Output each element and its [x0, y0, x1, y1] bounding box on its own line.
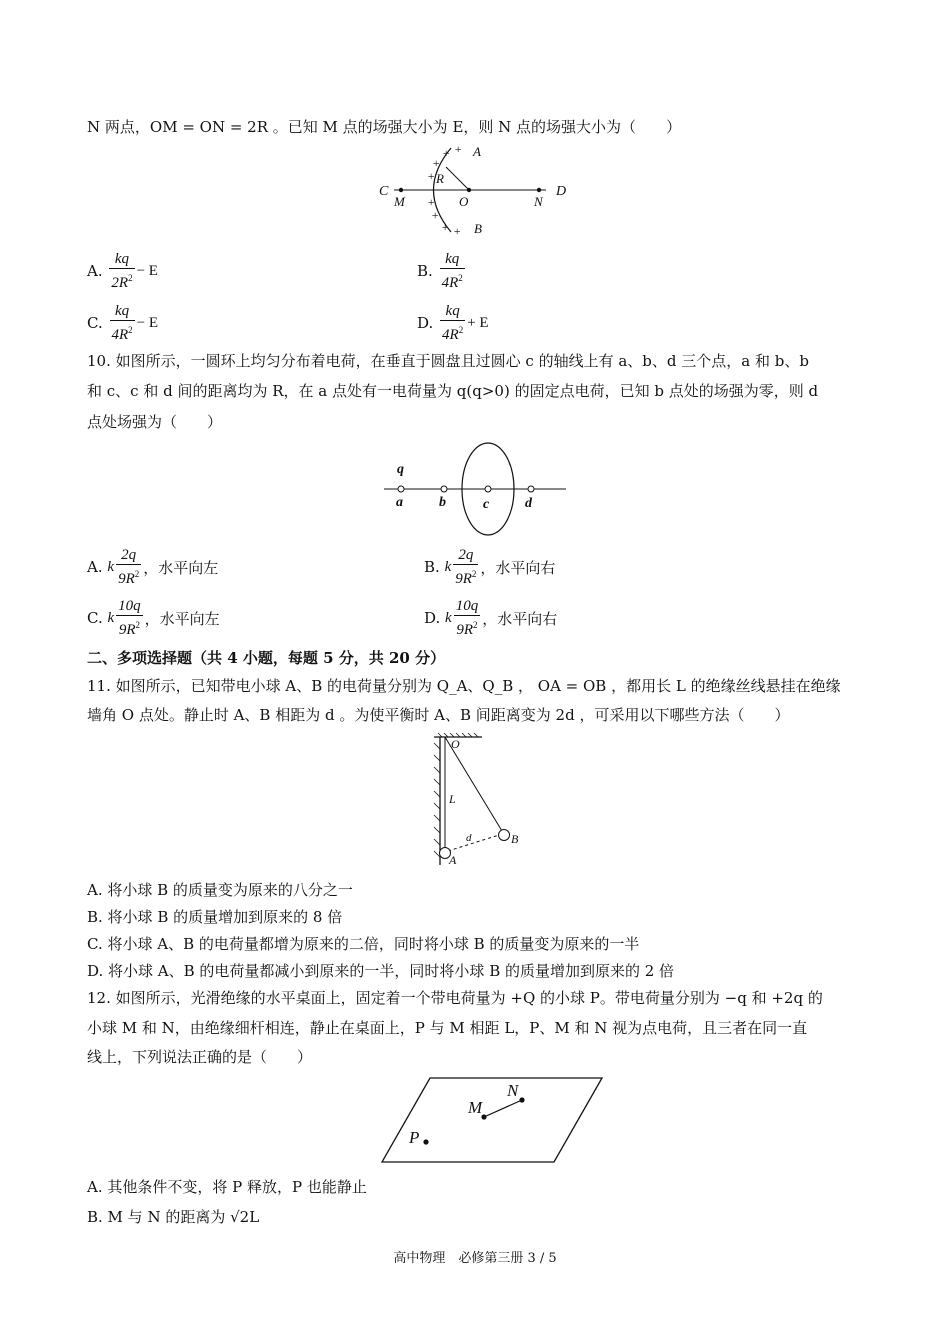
q11-figure [430, 733, 540, 873]
label-a: a [396, 495, 403, 510]
q11-option-c[interactable]: C. 将小球 A、B 的电荷量都增为原来的二倍，同时将小球 B 的质量变为原来的一半 [87, 935, 640, 953]
page-footer: 高中物理 必修第三册 3 / 5 [393, 1251, 557, 1266]
q10-line-1: 10. 如图所示，一圆环上均匀分布着电荷，在垂直于圆盘且过圆心 c 的轴线上有 a、b、d 三个点，a 和 b、b [87, 352, 809, 370]
plus-7: + [441, 220, 450, 234]
label-n: N [507, 1081, 519, 1100]
q9-option-a[interactable]: A. $\frac{kq}{2R^2}$ − E [87, 251, 158, 291]
label-c: C [379, 184, 389, 199]
ball-b [499, 830, 510, 841]
q9-option-d[interactable]: D. $\frac{kq}{4R^2}$ + E [417, 303, 489, 343]
label-c: c [483, 497, 490, 512]
q10-option-c[interactable]: C. k $\frac{10q}{9R^2}$ ，水平向左 [87, 598, 220, 638]
label-m: M [394, 194, 405, 209]
q12-line-3: 线上，下列说法正确的是（ ） [87, 1048, 313, 1066]
label-d: d [525, 496, 532, 511]
label-b: B [511, 832, 519, 846]
plus-5: + [427, 195, 436, 209]
q10-line-3: 点处场强为（ ） [87, 413, 223, 431]
label-d: d [466, 832, 472, 844]
label-a: A [449, 853, 457, 867]
plus-6: + [431, 208, 440, 222]
q12-line-1: 12. 如图所示，光滑绝缘的水平桌面上，固定着一个带电荷量为 +Q 的小球 P。带电荷量分别为 −q 和 +2q 的 [87, 989, 823, 1007]
ball-p [423, 1139, 428, 1144]
ball-n [519, 1097, 524, 1102]
label-b: b [439, 495, 446, 510]
section-heading: 二、多项选择题（共 4 小题，每题 5 分，共 20 分） [87, 649, 446, 667]
q10-option-b[interactable]: B. k $\frac{2q}{9R^2}$ ，水平向右 [424, 547, 556, 587]
point-a [398, 486, 404, 492]
label-d: D [556, 184, 567, 199]
label-l: L [449, 792, 456, 806]
label-n: N [534, 194, 543, 209]
q11-option-a[interactable]: A. 将小球 B 的质量变为原来的八分之一 [87, 881, 353, 899]
plus-4: + [427, 169, 436, 183]
plus-1: + [454, 142, 463, 156]
q12-option-a[interactable]: A. 其他条件不变，将 P 释放，P 也能静止 [87, 1178, 367, 1196]
q11-option-b[interactable]: B. 将小球 B 的质量增加到原来的 8 倍 [87, 908, 343, 926]
label-r: R [436, 171, 444, 186]
q10-option-a[interactable]: A. k $\frac{2q}{9R^2}$ ，水平向左 [87, 547, 219, 587]
q9-option-c[interactable]: C. $\frac{kq}{4R^2}$ − E [87, 303, 159, 343]
point-d [528, 486, 534, 492]
ball-m [481, 1114, 486, 1119]
label-q: q [397, 462, 404, 477]
plus-8: + [453, 224, 462, 238]
point-n [537, 188, 541, 192]
label-m: M [468, 1098, 483, 1117]
q11-option-d[interactable]: D. 将小球 A、B 的电荷量都减小到原来的一半，同时将小球 B 的质量增加到原来的 2 倍 [87, 962, 675, 980]
q10-figure [384, 440, 574, 540]
label-b: B [474, 221, 482, 236]
q10-line-2: 和 c、c 和 d 间的距离均为 R，在 a 点处有一电荷量为 q(q>0) 的固定点电荷，已知 b 点处的场强为零，则 d [87, 382, 819, 400]
q12-option-b[interactable]: B. M 与 N 的距离为 √2L [87, 1208, 260, 1226]
q12-figure [380, 1076, 610, 1166]
q11-line-2: 墙角 O 点处。静止时 A、B 相距为 d 。为使平衡时 A、B 间距离变为 2d ，可采用以下哪些方法（ ） [87, 706, 790, 724]
point-b [441, 486, 447, 492]
label-p: P [409, 1128, 420, 1147]
point-m [399, 188, 403, 192]
point-c [485, 486, 491, 492]
plus-3: + [432, 156, 441, 170]
q9-stem: N 两点，OM = ON = 2R 。已知 M 点的场强大小为 E，则 N 点的场强大小为（ ） [87, 118, 682, 136]
q9-figure [376, 140, 576, 240]
label-a: A [473, 144, 481, 159]
plus-2: + [442, 146, 451, 160]
q9-option-b[interactable]: B. $\frac{kq}{4R^2}$ [417, 251, 463, 291]
label-o: O [451, 737, 460, 751]
table-surface [382, 1078, 602, 1162]
point-o [467, 188, 471, 192]
q11-line-1: 11. 如图所示，已知带电小球 A、B 的电荷量分别为 Q_A、Q_B ， OA = OB ，都用长 L 的绝缘丝线悬挂在绝缘 [87, 677, 841, 695]
q12-line-2: 小球 M 和 N，由绝缘细杆相连，静止在桌面上，P 与 M 相距 L，P、M 和 N 视为点电荷，且三者在同一直 [87, 1019, 808, 1037]
label-o: O [459, 194, 469, 209]
q10-option-d[interactable]: D. k $\frac{10q}{9R^2}$ ，水平向右 [424, 598, 558, 638]
